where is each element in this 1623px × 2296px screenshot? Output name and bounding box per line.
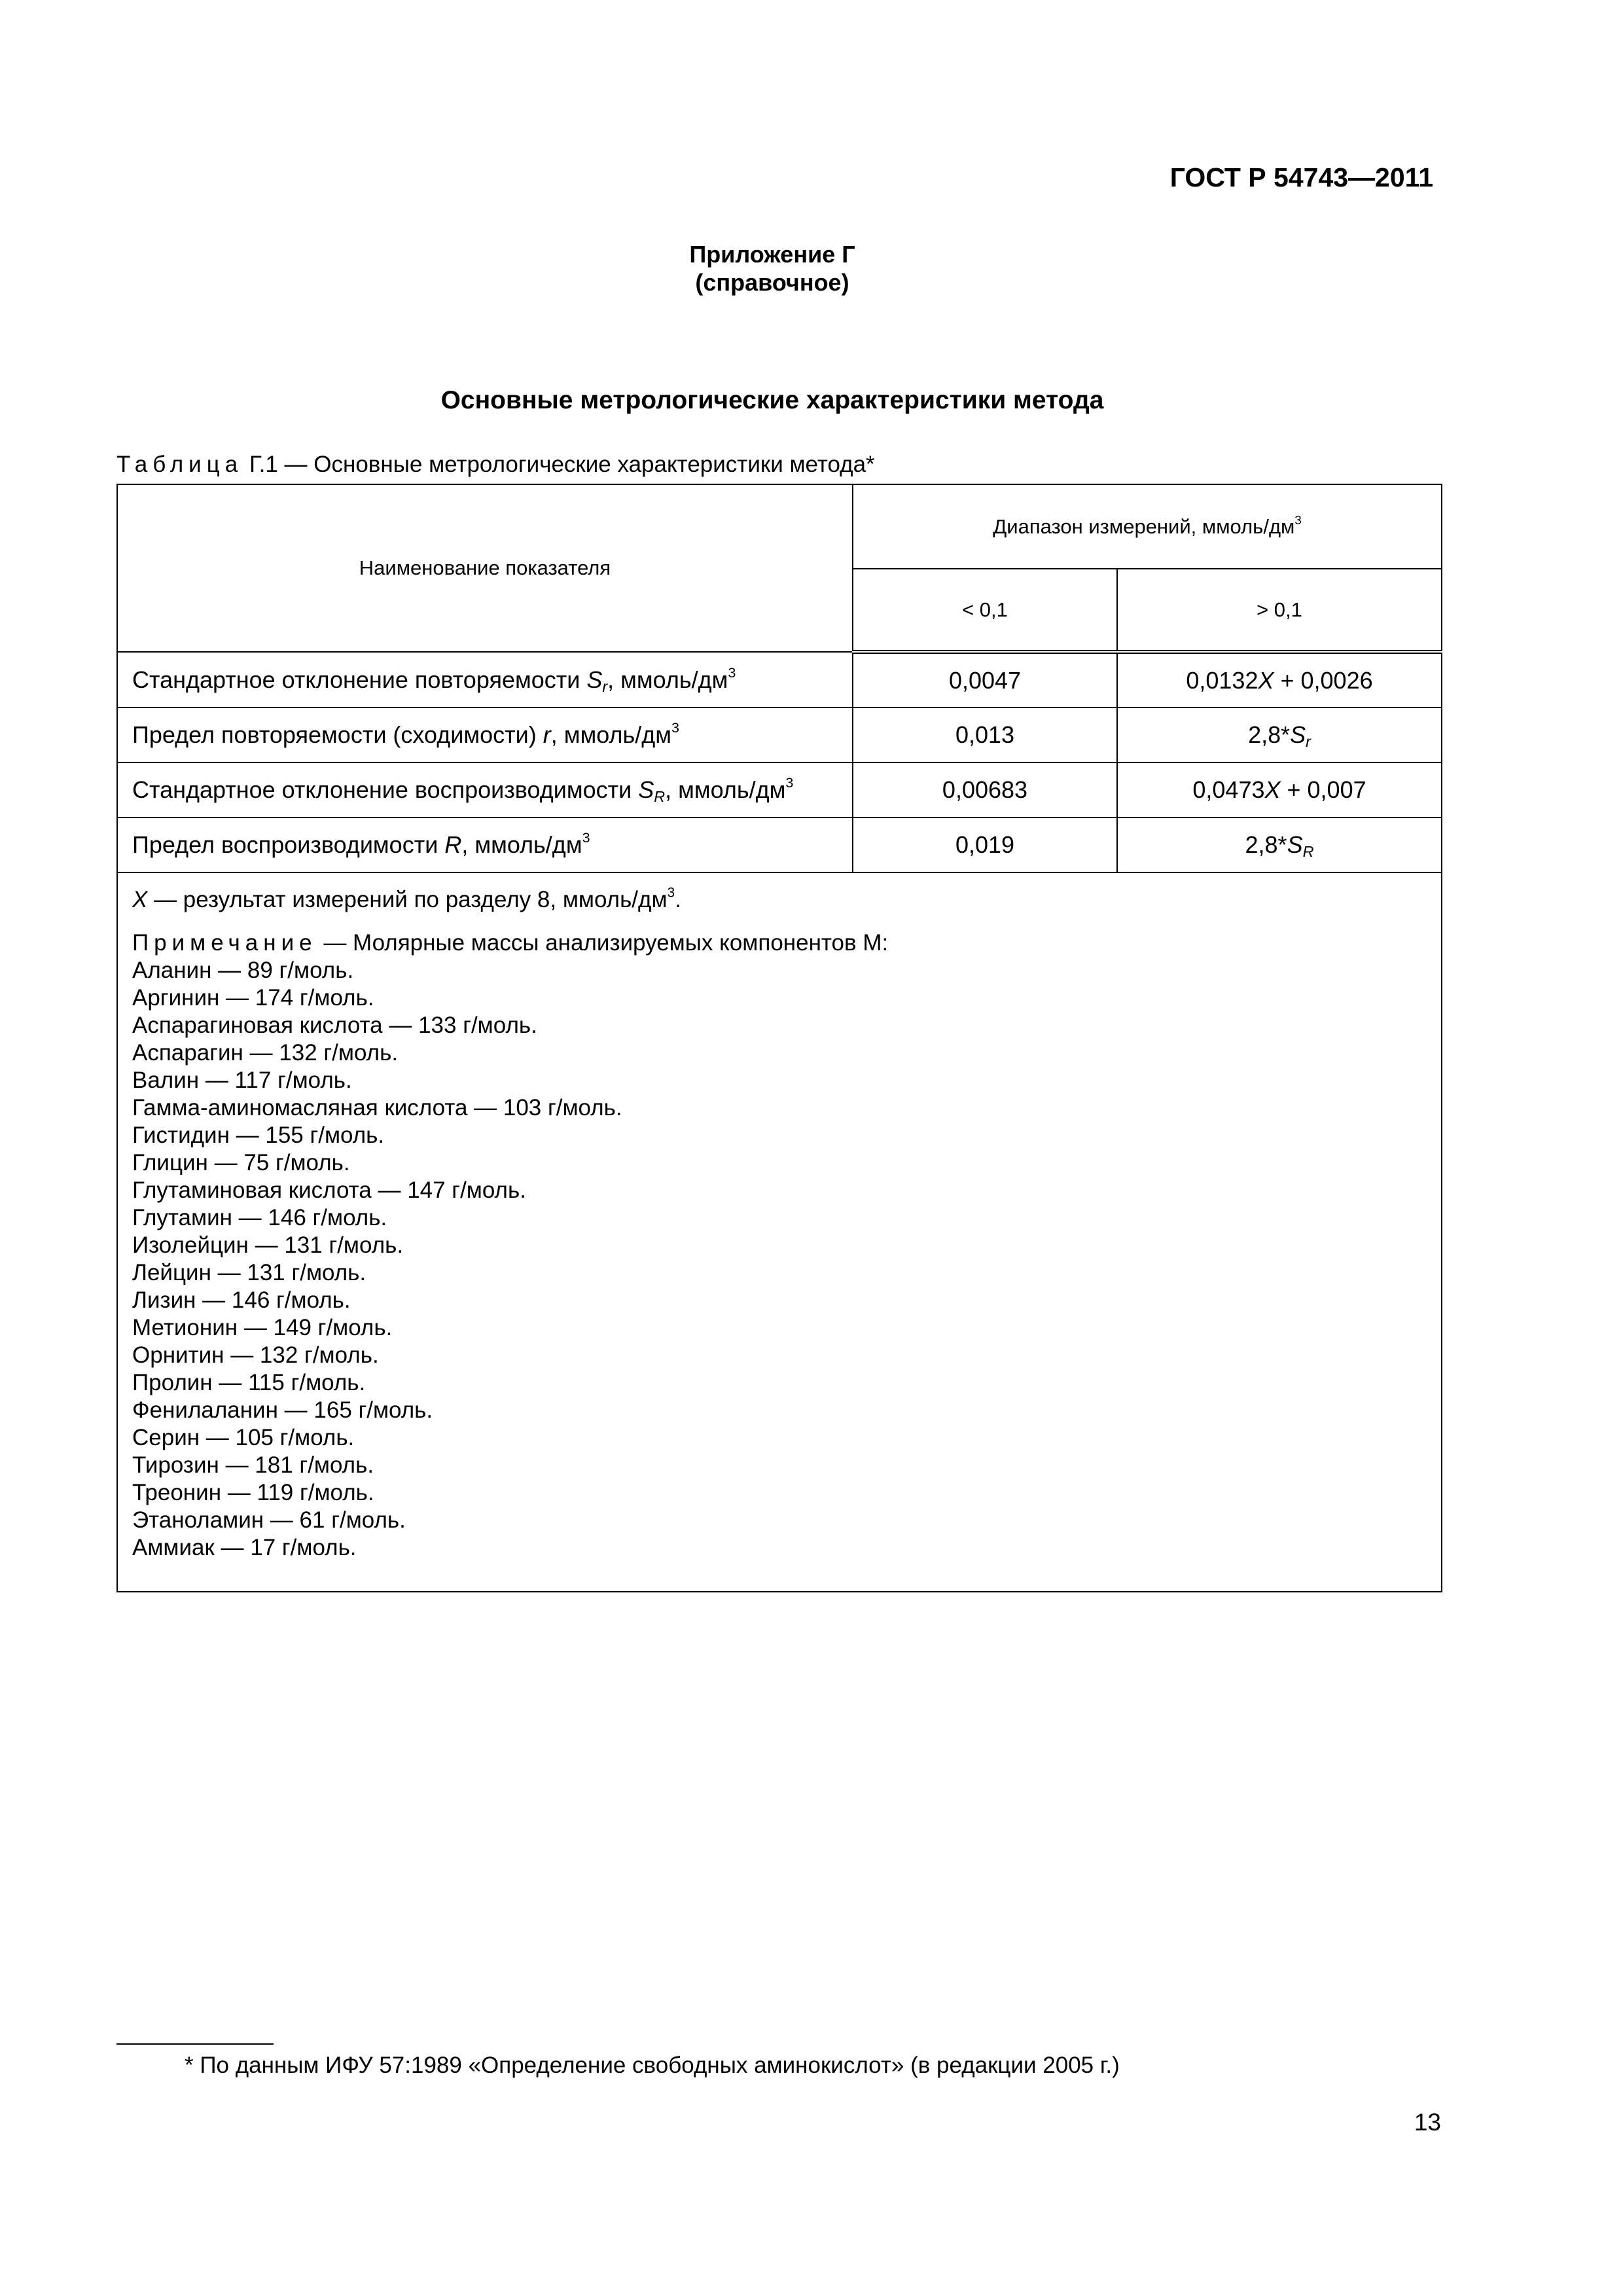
list-item: Валин — 117 г/моль.	[132, 1067, 352, 1093]
list-item: Треонин — 119 г/моль.	[132, 1480, 374, 1505]
list-item: Аммиак — 17 г/моль.	[132, 1535, 357, 1560]
table-row	[117, 708, 1442, 762]
list-item: Метионин — 149 г/моль.	[132, 1315, 393, 1340]
list-item: Пролин — 115 г/моль.	[132, 1370, 366, 1395]
list-item: Аспарагиновая кислота — 133 г/моль.	[132, 1013, 537, 1038]
header-range	[853, 484, 1442, 569]
list-item: Аргинин — 174 г/моль.	[132, 985, 374, 1011]
header-range-label: Диапазон измерений, ммоль/дм	[993, 514, 1295, 538]
row-value-low: 0,013	[853, 708, 1117, 762]
footnote: * По данным ИФУ 57:1989 «Определение свободных аминокислот» (в редакции 2005 г.)	[185, 2053, 1120, 2078]
list-item: Фенилаланин — 165 г/моль.	[132, 1397, 433, 1423]
header-low-range	[853, 569, 1117, 652]
row-value-high: $2,8*S_R$	[1117, 817, 1442, 872]
row-name: Предел повторяемости (сходимости) r, ммоль/$дм^3$	[117, 708, 853, 762]
metrology-table	[116, 484, 1442, 1592]
list-item: Глутамин — 146 г/моль.	[132, 1205, 387, 1230]
header-range-exponent: 3	[1294, 512, 1302, 527]
list-item: Этаноламин — 61 г/моль.	[132, 1507, 406, 1533]
list-item: Орнитин — 132 г/моль.	[132, 1342, 379, 1368]
note-heading: Примечание — Молярные массы анализируемых компонентов М:	[132, 930, 889, 956]
header-name-column	[117, 484, 853, 652]
table-caption-text: Г.1 — Основные метрологические характеристики метода*	[243, 452, 875, 477]
header-name-label: Наименование показателя	[359, 556, 611, 579]
header-high-label: > 0,1	[1257, 598, 1302, 621]
list-item: Глицин — 75 г/моль.	[132, 1150, 350, 1175]
footnote-separator	[116, 2043, 274, 2045]
appendix-title: Приложение Г	[689, 241, 855, 268]
row-name: Стандартное отклонение воспроизводимости $S_R$, ммоль/$дм^3$	[117, 762, 853, 817]
notes-cell	[117, 872, 1442, 1592]
list-item: Аспарагин — 132 г/моль.	[132, 1040, 399, 1066]
table-row	[117, 652, 1442, 708]
row-value-low: 0,0047	[853, 652, 1117, 708]
list-item: Лизин — 146 г/моль.	[132, 1287, 351, 1313]
list-item: Изолейцин — 131 г/моль.	[132, 1232, 404, 1258]
list-item: Гистидин — 155 г/моль.	[132, 1122, 385, 1148]
row-value-high: 0,0132X + 0,0026	[1117, 652, 1442, 708]
row-name: Предел воспроизводимости R, ммоль/$дм^3$	[117, 817, 853, 872]
x-definition: X — результат измерений по разделу 8, ммоль/$дм^3$.	[132, 885, 681, 912]
list-item: Гамма-аминомасляная кислота — 103 г/моль.	[132, 1095, 622, 1121]
table-caption	[116, 452, 875, 478]
list-item: Глутаминовая кислота — 147 г/моль.	[132, 1177, 526, 1203]
row-value-low: 0,019	[853, 817, 1117, 872]
table-row	[117, 762, 1442, 817]
section-title: Основные метрологические характеристики метода	[440, 386, 1104, 414]
row-value-high: 0,0473X + 0,007	[1117, 762, 1442, 817]
page-number: 13	[1414, 2109, 1441, 2136]
header-high-range	[1117, 569, 1442, 652]
row-value-low: 0,00683	[853, 762, 1117, 817]
table-row	[117, 817, 1442, 872]
row-value-high: $2,8*S_r$	[1117, 708, 1442, 762]
row-name: Стандартное отклонение повторяемости $S_r$, ммоль/$дм^3$	[117, 652, 853, 708]
list-item: Серин — 105 г/моль.	[132, 1425, 355, 1450]
table-caption-prefix: Таблица	[116, 452, 243, 477]
list-item: Тирозин — 181 г/моль.	[132, 1452, 374, 1478]
amino-acid-list	[132, 957, 1427, 1562]
document-number: ГОСТ Р 54743—2011	[1169, 162, 1433, 192]
list-item: Лейцин — 131 г/моль.	[132, 1260, 366, 1285]
appendix-type: (справочное)	[695, 269, 849, 296]
list-item: Аланин — 89 г/моль.	[132, 958, 354, 983]
header-low-label: < 0,1	[962, 598, 1008, 621]
